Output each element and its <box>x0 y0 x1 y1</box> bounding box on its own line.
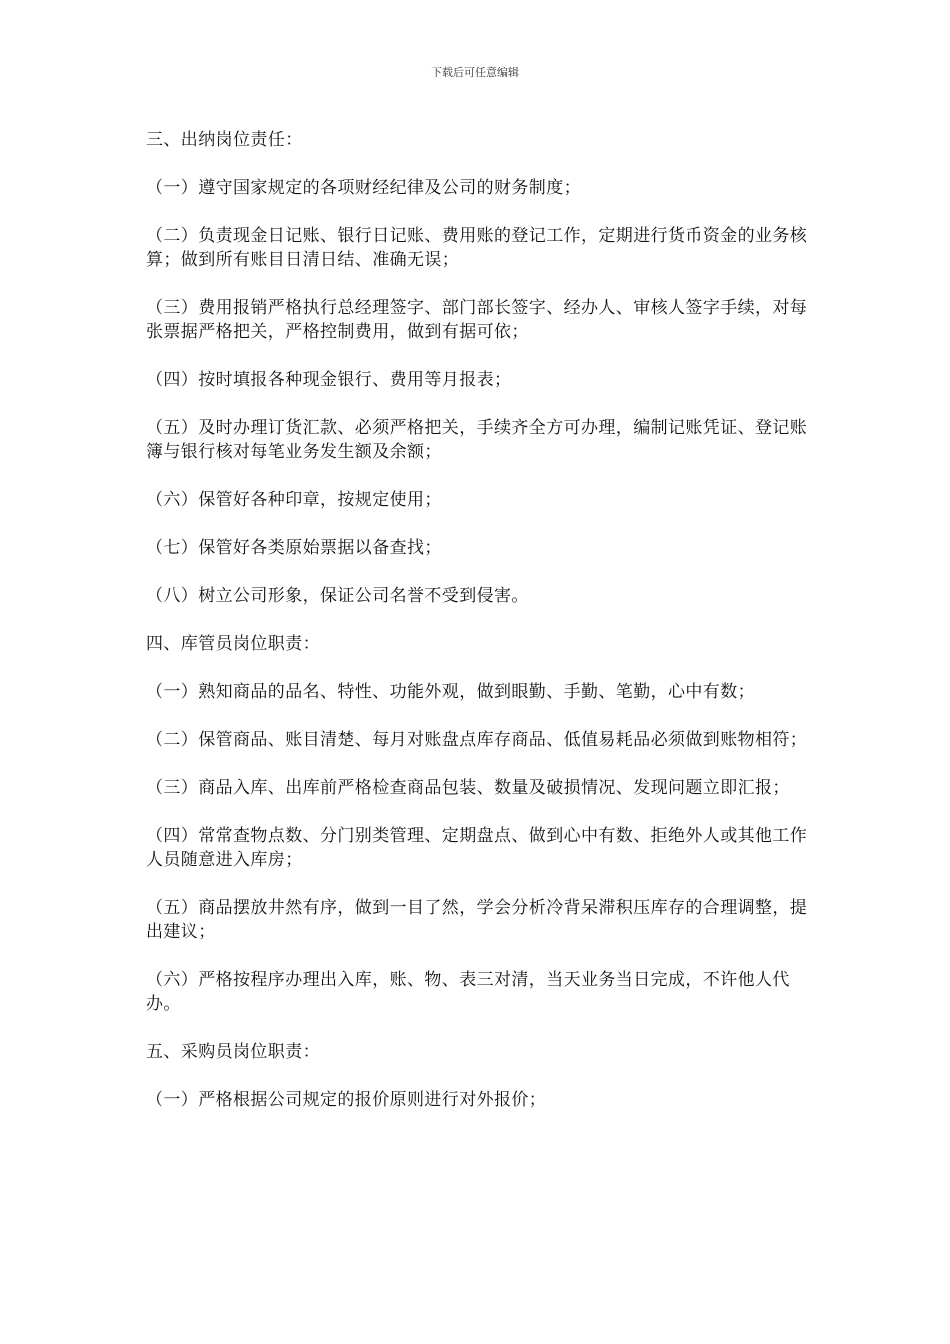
paragraph: （五）及时办理订货汇款、必须严格把关，手续齐全方可办理，编制记账凭证、登记账簿与银行核对每笔业务发生额及余额； <box>146 418 808 462</box>
paragraph: （一）熟知商品的品名、特性、功能外观，做到眼勤、手勤、笔勤，心中有数； <box>146 682 755 702</box>
paragraph: （五）商品摆放井然有序，做到一目了然，学会分析冷背呆滞积压库存的合理调整，提出建议； <box>146 898 808 942</box>
section-heading-purchasing: 五、采购员岗位职责： <box>146 1042 320 1062</box>
page-header: 下载后可任意编辑 <box>431 66 519 79</box>
paragraph: （七）保管好各类原始票据以备查找； <box>146 538 442 558</box>
paragraph: （二）保管商品、账目清楚、每月对账盘点库存商品、低值易耗品必须做到账物相符； <box>146 730 808 750</box>
paragraph: （四）常常查物点数、分门别类管理、定期盘点、做到心中有数、拒绝外人或其他工作人员随意进入库房； <box>146 826 808 870</box>
paragraph: （四）按时填报各种现金银行、费用等月报表； <box>146 370 512 390</box>
document-body <box>146 128 811 1136</box>
section-heading-warehouse: 四、库管员岗位职责： <box>146 634 320 654</box>
paragraph: （八）树立公司形象，保证公司名誉不受到侵害。 <box>146 586 529 606</box>
paragraph: （一）遵守国家规定的各项财经纪律及公司的财务制度； <box>146 178 581 198</box>
paragraph: （六）保管好各种印章，按规定使用； <box>146 490 442 510</box>
paragraph: （三）商品入库、出库前严格检查商品包装、数量及破损情况、发现问题立即汇报； <box>146 778 790 798</box>
paragraph: （三）费用报销严格执行总经理签字、部门部长签字、经办人、审核人签字手续，对每张票据严格把关，严格控制费用，做到有据可依； <box>146 298 808 342</box>
paragraph: （一）严格根据公司规定的报价原则进行对外报价； <box>146 1090 547 1110</box>
section-heading-cashier: 三、出纳岗位责任： <box>146 130 303 150</box>
paragraph: （六）严格按程序办理出入库，账、物、表三对清，当天业务当日完成，不许他人代办。 <box>146 970 790 1014</box>
paragraph: （二）负责现金日记账、银行日记账、费用账的登记工作，定期进行货币资金的业务核算；做到所有账目日清日结、准确无误； <box>146 226 808 270</box>
